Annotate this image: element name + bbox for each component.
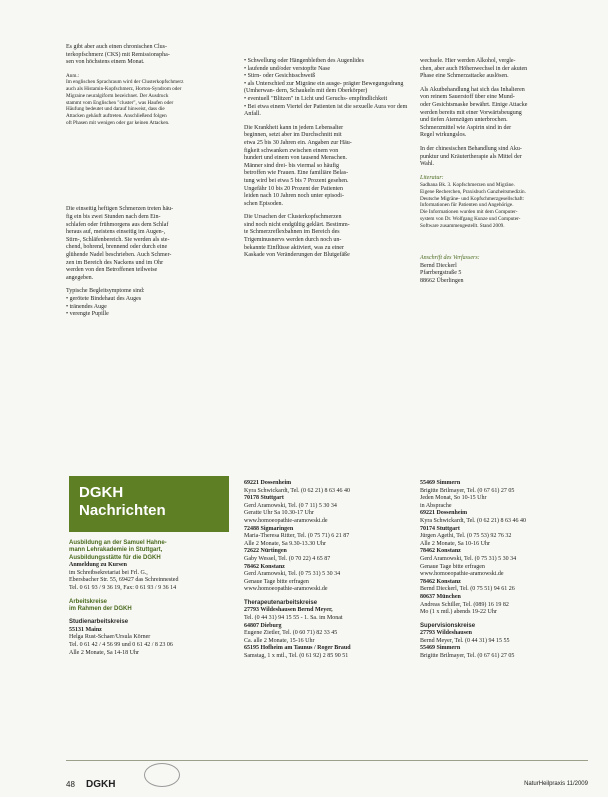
- therapy-line: 64807 Dieburg: [244, 622, 282, 629]
- contact-line: Gerd Aramowski, Tel. (0 75 31) 5 30 34: [244, 571, 341, 578]
- contact-line: Geratte Uhr Sa 10.30-17 Uhr: [244, 510, 314, 517]
- text-line: etwa 25 bis 30 Jahren ein. Angaben zur Häu-: [244, 139, 352, 146]
- contact-line: Genaue Tage bitte erfragen: [244, 578, 309, 585]
- literature-line: Software zusammengestellt. Stand 2009.: [420, 222, 505, 229]
- contact-line: Kyra Schwickardt, Tel. (0 62 21) 8 63 46 40: [244, 487, 350, 494]
- column-2-lower: [244, 480, 412, 660]
- contact-line: Genaue Tage bitte erfragen: [420, 563, 485, 570]
- text-line: punktur und Kräutertherapie als Mittel der: [420, 153, 522, 160]
- text-line: von reinem Sauerstoff über eine Mund-: [420, 94, 515, 101]
- contact-line: Mo (1 x mtl.) abends 19-22 Uhr: [420, 609, 497, 616]
- literature-line: Eigene Recherchen, Praxisbuch Ganzheitsmedizin.: [420, 189, 526, 196]
- city-line: 78462 Konstanz: [244, 563, 285, 570]
- text-line: Trigeminusnervs werden durch noch un-: [244, 237, 342, 244]
- text-line: Männer sind drei- bis viermal so häufig: [244, 162, 339, 169]
- text-line: Als Akutbehandlung hat sich das Inhalieren: [420, 86, 525, 93]
- banner-title-line2: Nachrichten: [79, 502, 166, 519]
- literature-line: Informationen für Patienten und Angehörige.: [420, 202, 514, 209]
- city-line: 78462 Konstanz: [420, 578, 461, 585]
- contact-line: Alle 2 Monate, Sa 10-16 Uhr: [420, 540, 490, 547]
- symptom-list-continued: [244, 58, 410, 119]
- contact-line: www.homoeopathie-aramowski.de: [420, 571, 504, 578]
- author-line: Pfarrbergstraße 5: [420, 270, 462, 277]
- list-item: • laufende und/oder verstopfte Nase: [244, 66, 410, 74]
- literature-heading: Literatur:: [420, 174, 444, 181]
- training-line: Tel. 0 61 93 / 9 36 19, Fax: 0 61 93 / 9 36 14: [69, 585, 177, 591]
- text-line: Kaskade von Veränderungen der Blutgefäße: [244, 252, 350, 259]
- city-line: 80637 München: [420, 593, 461, 600]
- contact-line: Alle 2 Monate, Sa 9.30-13.30 Uhr: [244, 540, 326, 547]
- news-banner: [69, 476, 229, 532]
- column-3-lower: [420, 480, 588, 660]
- city-line: 72622 Nürtingen: [244, 548, 287, 555]
- training-heading: Ausbildungsstätte für die DGKH: [69, 554, 161, 561]
- city-line: 70174 Stuttgart: [420, 525, 460, 532]
- text-line: sind noch nicht endgültig geklärt. Bestimm-: [244, 221, 350, 228]
- contact-line: Gerd Aramowski, Tel. (0 75 31) 5 30 34: [420, 555, 517, 562]
- contact-line: www.homoeopathie-aramowski.de: [244, 517, 328, 524]
- supervision-line: 55469 Simmern: [420, 645, 461, 652]
- column-2-top: [244, 58, 410, 260]
- footer-brand: DGKH: [86, 779, 116, 791]
- literature-line: Sadhana Bk. 3. Kopfschmerzen und Migräne.: [420, 182, 515, 189]
- contact-line: Jeden Monat, So 10-15 Uhr: [420, 495, 487, 502]
- list-item: • gerötete Bindehaut des Auges: [66, 296, 232, 304]
- city-line: 69221 Dossenheim: [244, 480, 292, 486]
- literature-line: system von Dr. Wolfgang Kunze und Computer-: [420, 215, 521, 222]
- text-line: bekannte Einflüsse aktiviert, was zu einer: [244, 244, 344, 251]
- symptom-list: [66, 296, 232, 319]
- study-heading: Studienarbeitskreise: [69, 619, 129, 626]
- training-heading: Ausbildung an der Samuel Hahne-: [69, 540, 167, 546]
- annotation-note: [66, 73, 232, 127]
- list-item: • als Unterschied zur Migräne ein ausge- prägter Bewegungsdrang (Umherwan- dern, Schaukeln mit dem Oberkörper): [244, 81, 410, 96]
- text-line: beginnen, setzt aber im Durchschnitt mit: [244, 132, 342, 139]
- author-line: Bernd Dieckerl: [420, 262, 457, 269]
- list-item: • tränendes Auge: [66, 304, 232, 312]
- text-line: chend, bohrend, brennend oder durch eine: [66, 244, 168, 251]
- supervision-heading: Supervisionskreise: [420, 622, 476, 629]
- text-line: hundert und einem von tausend Menschen.: [244, 155, 347, 162]
- text-line: und tiefen Atemzügen unterbrochen.: [420, 117, 508, 124]
- study-line: 55131 Mainz: [69, 626, 102, 633]
- author-heading: Anschrift des Verfassers:: [420, 255, 480, 262]
- list-item: • eventuell "Blitzen" in Licht und Geruchs- empfindlichkeit: [244, 96, 410, 104]
- footer-rule: [66, 760, 588, 761]
- circles-heading: im Rahmen der DGKH: [69, 606, 132, 612]
- note-line: Migraine neuralgiform bezeichnet. Der Ausdruck: [66, 92, 169, 99]
- literature-line: Die Informationen wurden mit dem Computer-: [420, 209, 518, 216]
- contact-line: Gaby Wessel, Tel. (0 70 22) 4 65 87: [244, 555, 331, 562]
- therapy-line: Eugene Zietler, Tel. (0 60 71) 82 33 45: [244, 630, 338, 637]
- contact-line: Kyra Schwickardt, Tel. (0 62 21) 8 63 46 40: [420, 517, 526, 524]
- note-line: auch als Histamin-Kopfschmerz, Horton-Syndrom oder: [66, 86, 182, 93]
- text-line: werden von den Betroffenen teilweise: [66, 267, 158, 274]
- column-1-lower: [69, 540, 237, 657]
- list-intro: Typische Begleitsymptome sind:: [66, 288, 145, 295]
- text-line: Die einseitig heftigen Schmerzen treten häu-: [66, 206, 174, 213]
- text-line: figkeit schwanken zwischen einem von: [244, 147, 339, 154]
- text-line: schlafen oder frühmorgens aus dem Schlaf: [66, 221, 169, 228]
- text-line: sen von höchstens einem Monat.: [66, 59, 145, 66]
- text-line: tung wird bei etwa 5 bis 7 Prozent gesehen.: [244, 177, 349, 184]
- banner-title-line1: DGKH: [79, 484, 124, 501]
- text-line: terkopfschmerz (CKS) mit Remissionspha-: [66, 51, 170, 58]
- text-line: werden bereits mit einer Vorwärtsbeugung: [420, 109, 522, 116]
- supervision-line: Brigitte Brilmayer, Tel. (0 67 61) 27 05: [420, 652, 515, 659]
- literature-list: [420, 182, 588, 229]
- city-line: 55469 Simmern: [420, 480, 461, 486]
- contact-line: in Absprache: [420, 502, 452, 509]
- text-line: Ungefähr 10 bis 20 Prozent der Patienten: [244, 185, 343, 192]
- text-line: oder Gesichtsmaske bewährt. Einige Attacke: [420, 101, 528, 108]
- footer-page-number: 48: [66, 780, 75, 790]
- list-item: • Bei etwa einem Viertel der Patienten ist die sexuelle Aura vor dem Anfall.: [244, 104, 410, 119]
- text-line: Es gibt aber auch einen chronischen Clus-: [66, 44, 167, 50]
- note-line: Im englischen Sprachraum wird der Clusterkopfschmerz: [66, 79, 184, 86]
- text-line: Wahl.: [420, 161, 435, 168]
- literature-line: Deutsche Migräne- und Kopfschmerzgesellschaft:: [420, 195, 525, 202]
- contact-line: Jürgen Agethi, Tel. (0 75 53) 92 76 32: [420, 533, 512, 540]
- therapy-line: Ca. alle 2 Monate, 15-16 Uhr: [244, 637, 315, 644]
- footer-issue: NaturHeilpraxis 11/2009: [524, 781, 588, 788]
- note-line: oft Phasen mit wenigen oder gar keinen Attacken.: [66, 119, 170, 126]
- supervision-line: Bernd Meyer, Tel. (0 44 31) 94 15 55: [420, 637, 510, 644]
- column-3-top: [420, 58, 588, 286]
- text-line: Die Krankheit kann in jedem Lebensalter: [244, 124, 344, 131]
- author-line: 88662 Überlingen: [420, 278, 464, 285]
- city-line: 72488 Sigmaringen: [244, 525, 294, 532]
- text-line: schen Episoden.: [244, 200, 283, 207]
- therapy-line: 27793 Wildeshausen Bernd Meyer,: [244, 607, 333, 614]
- therapy-line: Samstag, 1 x mtl., Tel. (0 61 92) 2 85 90 51: [244, 652, 349, 659]
- contact-line: Bernd Dieckerl, Tel. (0 75 51) 94 61 26: [420, 586, 515, 593]
- study-line: Tel. 0 61 42 / 4 56 99 und 0 61 42 / 8 23 06: [69, 642, 173, 648]
- text-line: Stirn-, Schläfenbereich. Sie werden als ste-: [66, 236, 170, 243]
- text-line: te Schmerzreflexbahnen im Bereich des: [244, 229, 340, 236]
- contact-line: Gerd Aramowski, Tel. (0 7 11) 5 30 34: [244, 502, 337, 509]
- text-line: Die Ursachen der Clusterkopfschmerzen: [244, 214, 342, 221]
- therapy-line: Tel. (0 44 31) 94 15 55 - 1. Sa. im Monat: [244, 614, 343, 621]
- contact-line: www.homoeopathie-aramowski.de: [244, 586, 328, 593]
- list-item: • verengte Pupille: [66, 311, 232, 319]
- text-line: Phase eine Schmerzattacke auslösen.: [420, 73, 509, 80]
- list-item: • Schwellung oder Hängenbleiben des Augenlides: [244, 58, 410, 66]
- text-line: chen, aber auch Höhenwechsel in der akuten: [420, 65, 528, 72]
- text-line: fig ein bis zwei Stunden nach dem Ein-: [66, 214, 161, 220]
- city-line: 70178 Stuttgart: [244, 495, 284, 502]
- note-line: stammt vom Englischen "cluster", was Haufen oder: [66, 99, 174, 106]
- contact-line: Andreas Schiller, Tel. (089) 16 19 82: [420, 601, 509, 608]
- note-line: Häufung bedeutet und darauf hinweist, dass die: [66, 106, 165, 113]
- contact-line: Maria-Theresa Ritter, Tel. (0 75 71) 6 21 87: [244, 533, 350, 540]
- text-line: wechsele. Hier werden Alkohol, vergle-: [420, 58, 516, 64]
- training-heading: mann Lehrakademie in Stuttgart,: [69, 547, 163, 554]
- text-line: Schmerzmittel wie Aspirin sind in der: [420, 124, 512, 131]
- training-line: im Schreibsekretariat bei Frl. G.,: [69, 569, 148, 576]
- note-line: Anm.:: [66, 72, 80, 79]
- text-line: glühende Nadel beschrieben. Auch Schmer-: [66, 251, 172, 258]
- supervision-line: 27793 Wildeshausen: [420, 630, 472, 637]
- therapy-line: 65195 Hofheim am Taunus / Roger Braud: [244, 645, 351, 652]
- city-line: 78462 Konstanz: [420, 548, 461, 555]
- note-line: Attacken gehäuft auftreten. Anschließend folgen: [66, 113, 167, 119]
- therapy-heading: Therapeutenarbeitskreise: [244, 599, 318, 606]
- training-line: Ebersbacher Str. 55, 69427 das Schreinnested: [69, 577, 179, 584]
- contact-line: Brigitte Brilmayer, Tel. (0 67 61) 27 05: [420, 487, 515, 494]
- society-logo: [144, 763, 180, 787]
- text-line: betroffen wie Frauen. Eine familiäre Belas-: [244, 170, 349, 177]
- text-line: In der chinesischen Behandlung sind Aku-: [420, 145, 522, 152]
- circles-heading: Arbeitskreise: [69, 598, 108, 605]
- city-line: 69221 Dossenheim: [420, 510, 468, 517]
- text-line: zen im Bereich des Nackens und im Ohr: [66, 259, 164, 266]
- study-line: Alle 2 Monate, Sa 14-18 Uhr: [69, 649, 139, 656]
- list-item: • Stirn- oder Gesichtsschweiß: [244, 73, 410, 81]
- text-line: leiden nach 10 Jahren noch unter episodi-: [244, 193, 344, 200]
- text-line: Regel wirkungslos.: [420, 132, 467, 139]
- column-1-top: [66, 44, 232, 319]
- study-line: Helga Rust-Schaer/Ursula Körner: [69, 634, 151, 641]
- training-subheading: Anmeldung zu Kursen: [69, 562, 128, 569]
- text-line: angegeben.: [66, 274, 94, 281]
- text-line: heraus auf, meistens einseitig im Augen-,: [66, 229, 166, 236]
